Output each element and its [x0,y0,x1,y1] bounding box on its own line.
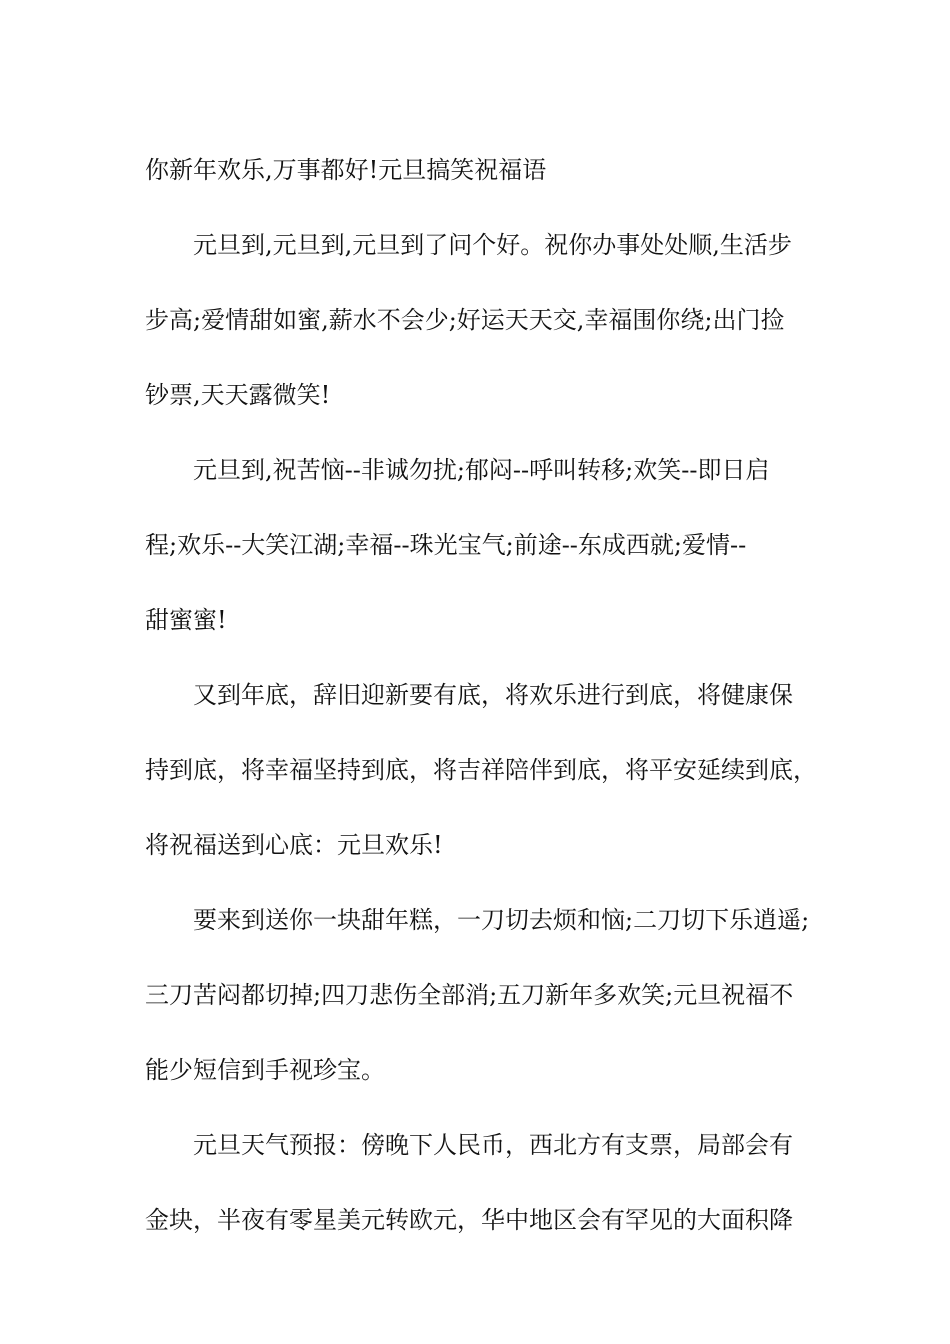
text-line: 持到底，将幸福坚持到底，将吉祥陪伴到底，将平安延续到底， [145,756,817,784]
paragraph-greeting-3 [145,658,835,883]
text-line: 你新年欢乐,万事都好!元旦搞笑祝福语 [145,156,547,184]
text-line: 程;欢乐--大笑江湖;幸福--珠光宝气;前途--东成西就;爱情-- [145,531,747,559]
text-line: 要来到送你一块甜年糕，一刀切去烦和恼;二刀切下乐逍遥; [193,906,810,934]
text-line: 将祝福送到心底：元旦欢乐! [145,831,443,859]
text-line: 元旦到,祝苦恼--非诚勿扰;郁闷--呼叫转移;欢笑--即日启 [193,456,770,484]
paragraph-greeting-4 [145,883,835,1108]
text-line: 三刀苦闷都切掉;四刀悲伤全部消;五刀新年多欢笑;元旦祝福不 [145,981,794,1009]
document-body [145,133,835,1258]
text-line: 又到年底，辞旧迎新要有底，将欢乐进行到底，将健康保 [193,681,793,709]
text-line: 金块，半夜有零星美元转欧元，华中地区会有罕见的大面积降 [145,1206,793,1234]
text-line: 甜蜜蜜! [145,606,227,634]
text-line: 步高;爱情甜如蜜,薪水不会少;好运天天交,幸福围你绕;出门捡 [145,306,785,334]
text-line: 元旦天气预报：傍晚下人民币，西北方有支票，局部会有 [193,1131,793,1159]
paragraph-greeting-5 [145,1108,835,1258]
paragraph-greeting-2 [145,433,835,658]
text-line: 元旦到,元旦到,元旦到了问个好。祝你办事处处顺,生活步 [193,231,792,259]
paragraph-greeting-1 [145,208,835,433]
text-line: 能少短信到手视珍宝。 [145,1056,385,1084]
paragraph-heading-line [145,133,835,208]
text-line: 钞票,天天露微笑! [145,381,331,409]
